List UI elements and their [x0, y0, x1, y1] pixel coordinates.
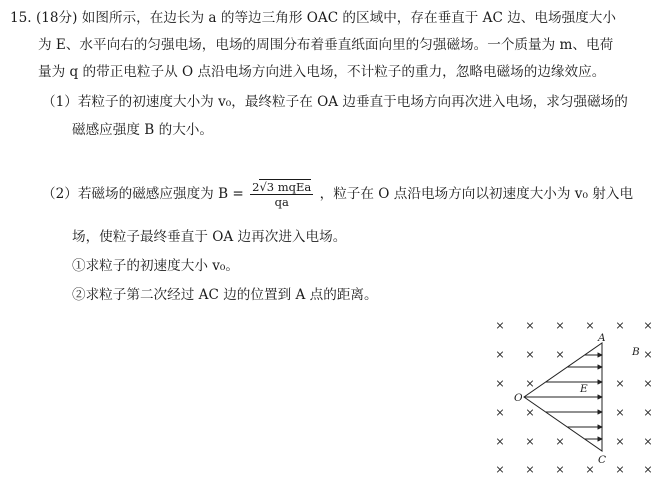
- field-b-label: B: [632, 346, 640, 358]
- b-formula-numerator: [250, 180, 313, 195]
- field-x-mark: ×: [525, 348, 535, 361]
- b-formula: [250, 180, 313, 209]
- field-e-label: E: [580, 383, 588, 395]
- electric-field-lines: [524, 355, 602, 439]
- field-diagram: [480, 312, 667, 479]
- field-x-mark: ×: [643, 319, 653, 332]
- field-x-mark: ×: [525, 406, 535, 419]
- question-2: ②求粒子第二次经过 AC 边的位置到 A 点的距离。: [72, 287, 378, 303]
- b-formula-root: √3 mqEa: [259, 180, 312, 194]
- field-x-mark: ×: [555, 435, 565, 448]
- field-x-mark: ×: [643, 377, 653, 390]
- vertex-c-label: C: [598, 454, 607, 466]
- problem-line-1: 15. (18分) 如图所示，在边长为 a 的等边三角形 OAC 的区域中，存在垂直于 AC 边、电场强度大小: [10, 10, 616, 26]
- part1-line-1: （1）若粒子的初速度大小为 v₀，最终粒子在 OA 边垂直于电场方向再次进入电场，求匀强磁场的: [42, 94, 628, 110]
- field-x-mark: ×: [615, 319, 625, 332]
- b-formula-denominator: qa: [274, 195, 289, 209]
- field-x-mark: ×: [495, 348, 505, 361]
- field-x-mark: ×: [525, 319, 535, 332]
- part2-line-1: [42, 180, 633, 209]
- part2-line-2: 场，使粒子最终垂直于 OA 边再次进入电场。: [72, 229, 347, 245]
- vertex-a-label: A: [598, 332, 606, 344]
- field-x-mark: ×: [525, 377, 535, 390]
- field-x-mark: ×: [615, 377, 625, 390]
- problem-line-2: 为 E、水平向右的匀强电场，电场的周围分布着垂直纸面向里的匀强磁场。一个质量为 m、电荷: [38, 37, 614, 53]
- field-x-mark: ×: [555, 348, 565, 361]
- field-x-mark: ×: [495, 377, 505, 390]
- field-x-mark: ×: [495, 435, 505, 448]
- vertex-o-label: O: [514, 392, 523, 404]
- field-x-mark: ×: [495, 463, 505, 476]
- question-1: ①求粒子的初速度大小 v₀。: [72, 258, 239, 274]
- problem-line-3: 量为 q 的带正电粒子从 O 点沿电场方向进入电场，不计粒子的重力，忽略电磁场的边缘效应。: [38, 64, 606, 80]
- field-x-mark: ×: [585, 319, 595, 332]
- field-x-mark: ×: [615, 406, 625, 419]
- field-x-mark: ×: [643, 435, 653, 448]
- field-x-mark: ×: [495, 319, 505, 332]
- field-x-mark: ×: [585, 463, 595, 476]
- part2-prefix: （2）若磁场的磁感应强度为 B =: [42, 186, 244, 202]
- part2-suffix: ，粒子在 O 点沿电场方向以初速度大小为 v₀ 射入电: [319, 186, 634, 202]
- field-x-mark: ×: [615, 463, 625, 476]
- field-x-mark: ×: [525, 463, 535, 476]
- field-x-mark: ×: [495, 406, 505, 419]
- part1-line-2: 磁感应强度 B 的大小。: [72, 122, 213, 138]
- field-x-mark: ×: [525, 435, 535, 448]
- field-x-mark: ×: [643, 406, 653, 419]
- field-x-mark: ×: [643, 348, 653, 361]
- field-x-mark: ×: [615, 435, 625, 448]
- field-x-mark: ×: [643, 463, 653, 476]
- field-x-mark: ×: [555, 319, 565, 332]
- b-formula-coef: 2: [252, 180, 260, 194]
- field-x-mark: ×: [555, 463, 565, 476]
